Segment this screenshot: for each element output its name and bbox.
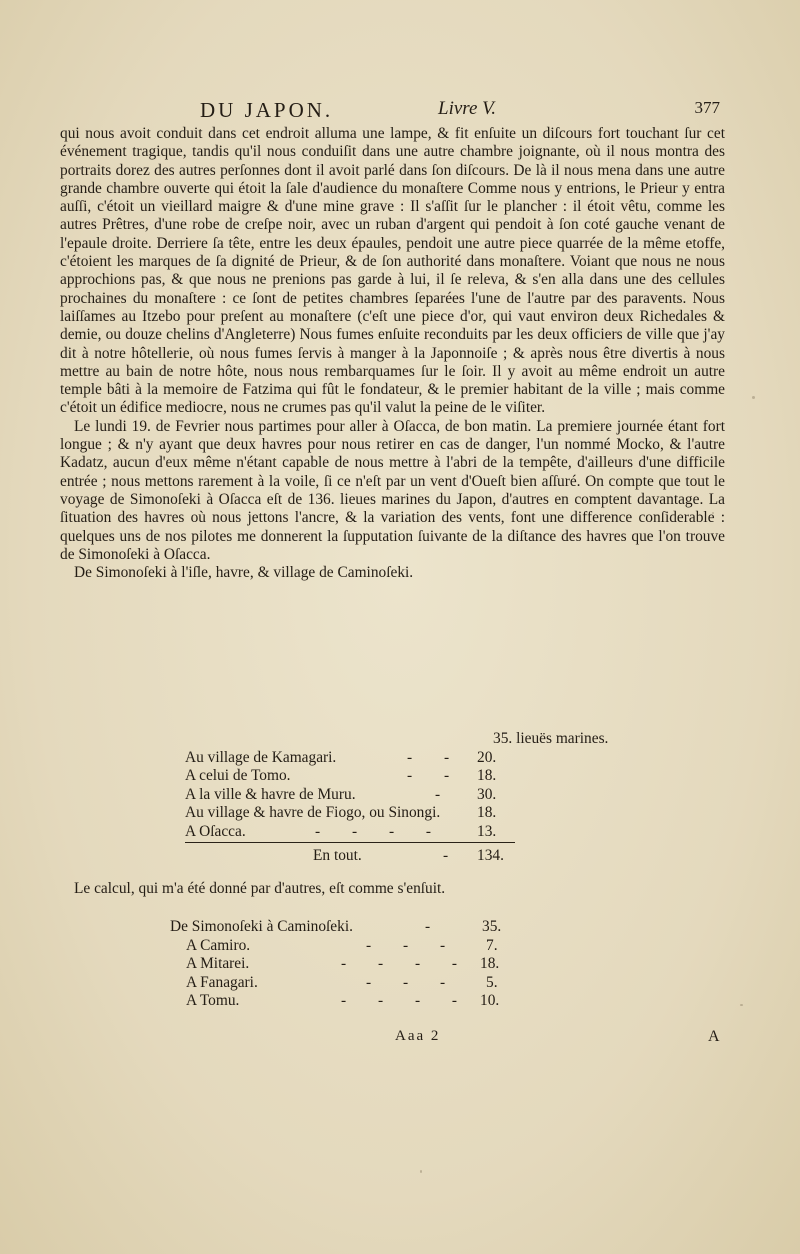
transition-text <box>60 880 725 898</box>
table-row <box>186 937 570 956</box>
leader-dots: - - - <box>366 973 460 991</box>
distance-table-1 <box>185 730 609 866</box>
distance-value: 18. <box>477 804 497 821</box>
leader-dots: - - <box>407 767 464 784</box>
table-row <box>185 749 585 768</box>
paragraph-route-intro: De Simonoſeki à l'iſle, havre, & village de Caminoſeki. <box>74 564 414 582</box>
place-label: Au village & havre de Fiogo, ou Sinongi. <box>185 804 441 821</box>
distance-table-2 <box>170 918 570 1011</box>
place-label: A Camiro. <box>186 936 251 954</box>
leader-dots: - <box>435 785 455 803</box>
table-row <box>186 992 570 1011</box>
leader-dots: - - - - <box>315 822 446 840</box>
place-label: Au village de Kamagari. <box>185 748 337 766</box>
table-row <box>185 767 585 786</box>
place-label: A la ville & havre de Muru. <box>185 785 356 803</box>
distance-value: 7. <box>486 936 498 954</box>
table-row <box>185 786 585 805</box>
leader-dots: - - - <box>366 936 460 954</box>
table-row <box>185 804 585 823</box>
unit-header-row <box>185 730 609 749</box>
paper-speck <box>752 396 755 399</box>
total-label: En tout. <box>313 847 362 864</box>
running-header <box>200 98 720 124</box>
distance-value: 35. <box>482 918 502 935</box>
running-title: DU JAPON. <box>200 98 334 122</box>
page-number: 377 <box>694 98 720 117</box>
leader-dots: - - - - <box>341 992 472 1009</box>
paragraph-transition: Le calcul, qui m'a été donné par d'autres, eſt comme s'enſuit. <box>74 880 446 897</box>
distance-value: 13. <box>477 822 497 840</box>
place-label: A Fanagari. <box>186 973 258 991</box>
distance-value: 30. <box>477 785 497 803</box>
distance-value: 5. <box>486 973 498 991</box>
body-text <box>60 125 725 582</box>
leader-dots: - - <box>407 748 464 766</box>
table-row <box>186 974 570 993</box>
total-value: 134. <box>477 847 504 864</box>
book-reference: Livre V. <box>438 98 497 119</box>
catchword: A <box>708 1028 720 1045</box>
sum-rule <box>185 842 515 843</box>
place-label: De Simonoſeki à Caminoſeki. <box>170 918 353 935</box>
place-label: A Tomu. <box>186 992 240 1009</box>
table-row <box>186 955 570 974</box>
unit-header: 35. lieuës marines. <box>493 730 609 747</box>
paragraph-continued: qui nous avoit conduit dans cet endroit alluma une lampe, & fit enſuite un diſcours fort touchant ſur cet événement tragique, tandis qu'il nous conduiſit dans une autre chambre joignante, où il nous montra des portraits dorez des autres perſonnes dont il avoit parlé dans ſon diſcours. De là il nous mena dans une autre grande chambre ouverte qui étoit la ſale d'audience du monaſtere Comme nous y entrions, le Prieur y entra auſſi, c'étoit un vieillard maigre & d'une mine grave : Il s'aſſit ſur le plancher : il étoit vêtu, comme les autres Prêtres, d'une robe de creſpe noir, avec un ruban d'argent qui pendoit à ſon coté gauche venant de l'epaule droite. Derriere ſa tête, entre les deux épaules, pendoit une autre piece quarrée de la même etoffe, c'étoient les marques de ſa dignité de Prieur, & de ſon authorité dans monaſtere. Voiant que nous ne nous approchions pas, & que nous ne prenions pas garde à lui, il ſe releva, & s'en alla dans une des cellules prochaines du monaſtere : ce ſont de petites chambres ſeparées l'une de l'autre par des paravents. Nous laiſſames au Itzebo pour preſent au monaſtere (c'eſt une piece d'or, qui vaut environ deux Richedales & demie, ou douze chelins d'Angleterre) Nous fumes enſuite reconduits par les deux officiers de ville que j'ay dit à notre hôtellerie, où nous fumes ſervis à manger à la Japonnoiſe ; & après nous être divertis à nous mettre au bain de notre hôte, nous nous rembarquames ſur le ſoir. Il y avoit au même endroit un autre temple bâti à la memoire de Fatzima qui fût le fondateur, & le premier habitant de la ville ; mais comme c'étoit un édifice mediocre, nous ne crumes pas qu'il valut la peine de le viſiter. <box>60 125 725 417</box>
distance-value: 20. <box>477 748 497 766</box>
leader-dots: - <box>443 847 463 864</box>
distance-value: 10. <box>480 992 500 1009</box>
signature-mark: Aaa 2 <box>395 1028 441 1044</box>
table-row <box>185 823 585 842</box>
total-row <box>185 847 585 866</box>
place-label: A celui de Tomo. <box>185 767 291 784</box>
place-label: A Mitarei. <box>186 955 250 972</box>
paragraph-voyage: Le lundi 19. de Fevrier nous partimes pour aller à Oſacca, de bon matin. La premiere journée étant fort longue ; & n'y ayant que deux havres pour nous retirer en cas de danger, l'un nommé Mocko, & l'autre Kadatz, aucun d'eux même n'étant capable de nous mettre à l'abri de la tempête, d'ailleurs d'une difficile entrée ; nous mettons rarement à la voile, ſi ce n'eſt par un vent d'Oueſt bien aſſuré. On compte que tout le voyage de Simonoſeki à Oſacca eſt de 136. lieues marines du Japon, d'autres en comptent davantage. La ſituation des havres où nous jettons l'ancre, & la variation des vents, font une difference conſiderable : quelques uns de nos pilotes me donnerent la ſupputation ſuivante de la diſtance des havres que l'on trouve de Simonoſeki à Oſacca. <box>60 417 725 563</box>
paper-speck <box>712 512 714 514</box>
paper-speck <box>740 1004 743 1006</box>
distance-value: 18. <box>480 955 500 972</box>
distance-value: 18. <box>477 767 497 784</box>
table-row <box>170 918 570 937</box>
leader-dots: - <box>425 918 445 935</box>
leader-dots: - - - - <box>341 955 472 972</box>
place-label: A Oſacca. <box>185 822 246 840</box>
paper-speck <box>420 1170 422 1173</box>
